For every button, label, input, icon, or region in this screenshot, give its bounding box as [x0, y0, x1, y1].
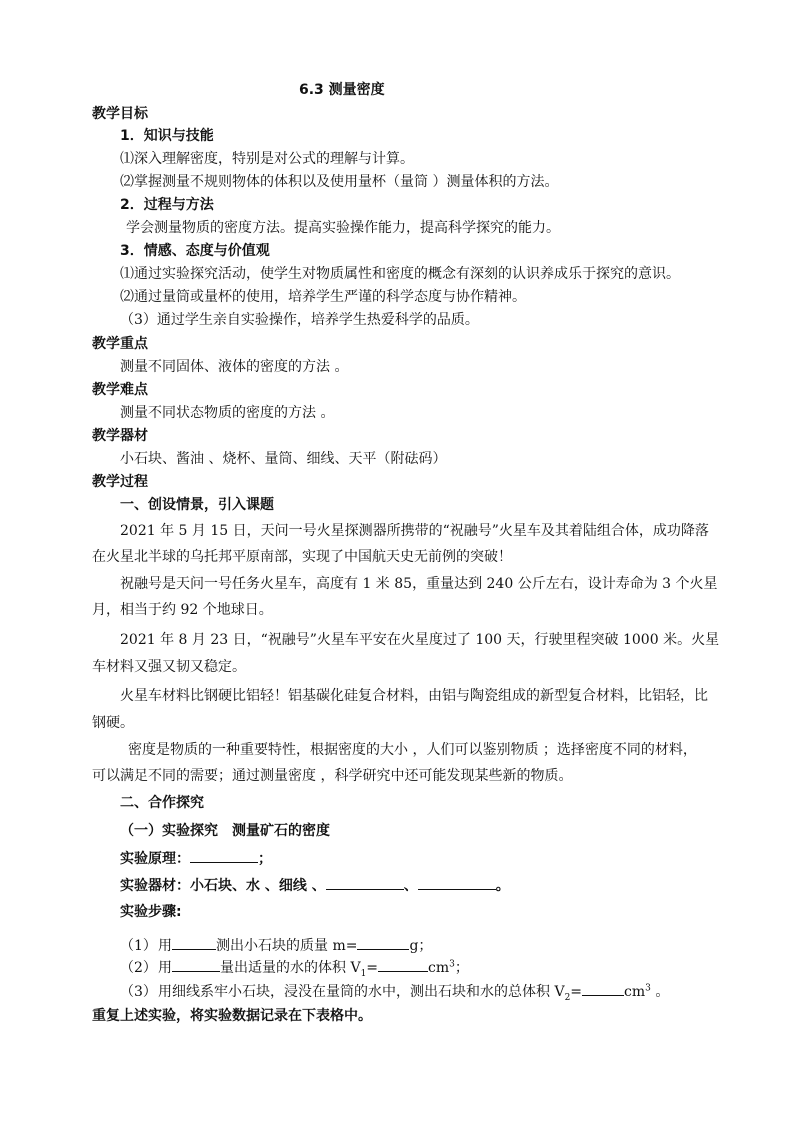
heading-difficulties: 教学难点	[92, 382, 148, 398]
step-2-subscript: 1	[360, 968, 367, 979]
step-3	[120, 981, 669, 1002]
page-title: 6.3 测量密度	[299, 82, 385, 98]
heading-materials: 教学器材	[92, 428, 148, 444]
step-1-text-a: 用	[158, 938, 172, 954]
equipment-blank-2[interactable]	[418, 875, 496, 890]
step-2-text-a: 用	[158, 960, 172, 976]
principle-end: ；	[258, 851, 272, 867]
paragraph-1-line-2: 在火星北半球的乌托邦平原南部，实现了中国航天史无前例的突破！	[92, 549, 512, 565]
goal-2-item-1: 学会测量物质的密度方法。提高实验操作能力，提高科学探究的能力。	[126, 220, 560, 236]
step-2-number: （2）	[120, 960, 157, 976]
goal-1-item-2: ⑵掌握测量不规则物体的体积以及使用量杯（量筒 ）测量体积的方法。	[120, 174, 559, 190]
principle-blank[interactable]	[190, 848, 258, 863]
step-3-superscript: 3	[645, 983, 651, 994]
paragraph-4-line-1: 火星车材料比钢硬比铝轻！铝基碳化硅复合材料，由铝与陶瓷组成的新型复合材料，比铝轻，比	[120, 688, 708, 704]
equipment-separator: 、	[403, 878, 418, 894]
paragraph-5-line-1: 密度是物质的一种重要特性，根据密度的大小 ，人们可以鉴别物质 ；选择密度不同的材料，	[128, 742, 697, 758]
process-part-1-heading: 一、创设情景，引入课题	[120, 497, 274, 513]
paragraph-5-line-2: 可以满足不同的需要；通过测量密度 ，科学研究中还可能发现某些新的物质。	[92, 768, 573, 784]
experiment-principle	[120, 848, 272, 869]
step-3-volume-blank[interactable]	[582, 981, 624, 996]
step-3-text-e: 。	[650, 984, 670, 1000]
heading-key-points: 教学重点	[92, 336, 148, 352]
step-2-text-e: ；	[454, 960, 469, 976]
equipment-end: 。	[495, 878, 510, 894]
paragraph-2-line-1: 祝融号是天问一号任务火星车，高度有 1 米 85，重量达到 240 公斤左右，设计寿命为 3 个火星	[120, 576, 718, 592]
step-3-text-a: 用细线系牢小石块，浸没在量筒的水中，测出石块和水的总体积 V	[158, 984, 565, 1000]
paragraph-4-line-2: 钢硬。	[92, 715, 134, 731]
step-1-number: （1）	[120, 938, 157, 954]
goal-3-heading: 3．情感、态度与价值观	[120, 243, 270, 259]
paragraph-2-line-2: 月，相当于约 92 个地球日。	[92, 602, 273, 618]
goal-3-item-2: ⑵通过量筒或量杯的使用，培养学生严谨的科学态度与协作精神。	[120, 289, 526, 305]
experiment-equipment	[120, 875, 510, 896]
step-1-text-c: g；	[409, 938, 433, 954]
step-2-text-c: =	[366, 960, 379, 976]
step-3-subscript: 2	[564, 992, 571, 1003]
step-2-text-b: 量出适量的水的体积 V	[220, 960, 361, 976]
step-2-volume-blank[interactable]	[378, 957, 428, 972]
paragraph-1-line-1: 2021 年 5 月 15 日，天问一号火星探测器所携带的“祝融号”火星车及其着陆组合体，成功降落	[120, 523, 709, 539]
goal-1-item-1: ⑴深入理解密度，特别是对公式的理解与计算。	[120, 151, 414, 167]
goal-3-item-3: （3）通过学生亲自实验操作，培养学生热爱科学的品质。	[120, 312, 479, 328]
goal-3-item-1: ⑴通过实验探究活动，使学生对物质属性和密度的概念有深刻的认识养成乐于探究的意识。	[120, 266, 680, 282]
step-2-instrument-blank[interactable]	[172, 957, 220, 972]
paragraph-3-line-2: 车材料又强又韧又稳定。	[92, 659, 246, 675]
step-1-mass-blank[interactable]	[357, 935, 409, 950]
equipment-label: 实验器材：小石块、水 、细线 、	[120, 878, 326, 894]
paragraph-3-line-1: 2021 年 8 月 23 日，“祝融号”火星车平安在火星度过了 100 天，行驶里程突破 1000 米。火星	[120, 632, 720, 648]
experiment-steps-label: 实验步骤:	[120, 904, 182, 920]
goal-1-heading: 1．知识与技能	[120, 128, 214, 144]
experiment-subheading: （一）实验探究 测量矿石的密度	[120, 823, 330, 839]
step-2	[120, 957, 469, 978]
materials-list: 小石块、酱油 、烧杯、量筒、细线、天平（附砝码）	[120, 451, 447, 467]
step-3-number: （3）	[120, 984, 157, 1000]
step-1	[120, 935, 432, 956]
heading-process: 教学过程	[92, 474, 148, 490]
step-2-superscript: 3	[449, 959, 455, 970]
step-1-text-b: 测出小石块的质量 m=	[216, 938, 358, 954]
repeat-instruction: 重复上述实验，将实验数据记录在下表格中。	[92, 1008, 372, 1024]
equipment-blank-1[interactable]	[326, 875, 404, 890]
principle-label: 实验原理：	[120, 851, 190, 867]
key-point-1: 测量不同固体、液体的密度的方法 。	[120, 359, 349, 375]
process-part-2-heading: 二、合作探究	[120, 795, 204, 811]
goal-2-heading: 2．过程与方法	[120, 197, 214, 213]
difficulty-1: 测量不同状态物质的密度的方法 。	[120, 405, 335, 421]
heading-teaching-goals: 教学目标	[92, 106, 148, 122]
step-1-instrument-blank[interactable]	[172, 935, 216, 950]
step-3-text-c: =	[570, 984, 583, 1000]
step-3-unit: cm	[624, 984, 646, 1000]
step-2-unit: cm	[428, 960, 450, 976]
